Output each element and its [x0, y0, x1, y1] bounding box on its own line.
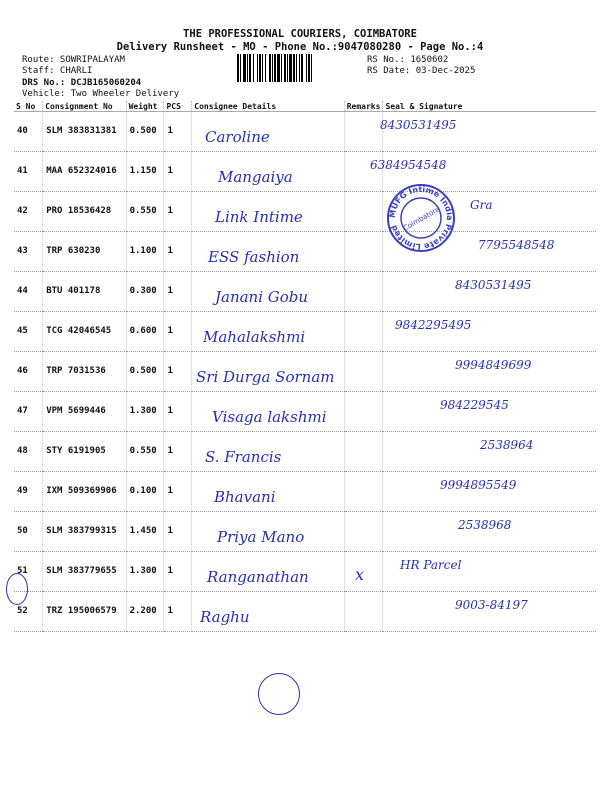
cell-consignment: SLM 383779655 [43, 552, 126, 592]
cell-pcs: 1 [164, 432, 192, 472]
cell-remarks [344, 112, 383, 152]
cell-pcs: 1 [164, 392, 192, 432]
cell-remarks [344, 552, 383, 592]
cell-pcs: 1 [164, 352, 192, 392]
signature-handwriting: 8430531495 [380, 118, 457, 132]
cell-pcs: 1 [164, 272, 192, 312]
cell-sno: 46 [14, 352, 43, 392]
signature-handwriting: 9994895549 [440, 478, 517, 492]
rs-date: RS Date: 03-Dec-2025 [367, 66, 476, 76]
cell-sno: 44 [14, 272, 43, 312]
signature-handwriting: 2538964 [480, 438, 534, 452]
table-row [14, 392, 596, 432]
cell-sno: 51 [14, 552, 43, 592]
cell-consignment: TRP 7031536 [43, 352, 126, 392]
cell-consignee [192, 232, 344, 272]
signature-handwriting: 9994849699 [455, 358, 532, 372]
cell-weight: 0.100 [126, 472, 164, 512]
cell-consignee [192, 272, 344, 312]
cell-pcs: 1 [164, 112, 192, 152]
cell-signature [383, 272, 596, 312]
table-row [14, 512, 596, 552]
cell-weight: 0.500 [126, 352, 164, 392]
cell-sno: 41 [14, 152, 43, 192]
consignee-handwriting: Janani Gobu [215, 288, 309, 306]
cell-consignee [192, 152, 344, 192]
col-header-consignee: Consignee Details [192, 101, 344, 112]
cell-weight: 1.300 [126, 392, 164, 432]
cell-consignment: IXM 509369906 [43, 472, 126, 512]
staff-label: Staff: CHARLI [22, 66, 93, 76]
cell-consignee [192, 432, 344, 472]
consignee-handwriting: Mahalakshmi [203, 328, 306, 346]
cell-consignee [192, 112, 344, 152]
cell-remarks [344, 152, 383, 192]
cell-remarks [344, 232, 383, 272]
cell-weight: 1.300 [126, 552, 164, 592]
signature-handwriting: Gra [470, 198, 493, 212]
cell-weight: 0.600 [126, 312, 164, 352]
table-row [14, 472, 596, 512]
consignee-handwriting: ESS fashion [208, 248, 300, 266]
cell-consignee [192, 512, 344, 552]
route-label: Route: SOWRIPALAYAM [22, 55, 125, 65]
signature-handwriting: HR Parcel [400, 558, 462, 572]
consignee-handwriting: Link Intime [215, 208, 303, 226]
cell-remarks [344, 272, 383, 312]
cell-pcs: 1 [164, 592, 192, 632]
col-header-weight: Weight [126, 101, 164, 112]
signature-handwriting: 9842295495 [395, 318, 472, 332]
table-row [14, 552, 596, 592]
cell-remarks [344, 432, 383, 472]
table-row [14, 152, 596, 192]
row-51-circle-mark [6, 573, 28, 605]
cell-signature [383, 472, 596, 512]
seal-ring-text: MUFG Intime India Private Limited [387, 184, 455, 252]
table-row [14, 312, 596, 352]
cell-consignment: SLM 383799315 [43, 512, 126, 552]
cell-signature [383, 512, 596, 552]
cell-sno: 43 [14, 232, 43, 272]
col-header-sno: S No [14, 101, 43, 112]
cell-remarks [344, 312, 383, 352]
cell-weight: 1.150 [126, 152, 164, 192]
cell-pcs: 1 [164, 152, 192, 192]
cell-consignment: MAA 652324016 [43, 152, 126, 192]
rs-number: RS No.: 1650602 [367, 55, 449, 65]
table-row [14, 592, 596, 632]
col-header-signature: Seal & Signature [383, 101, 596, 112]
cell-signature [383, 392, 596, 432]
delivery-mark [258, 673, 300, 715]
cell-weight: 2.200 [126, 592, 164, 632]
col-header-remarks: Remarks [344, 101, 383, 112]
consignee-handwriting: Mangaiya [218, 168, 293, 186]
cell-consignee [192, 352, 344, 392]
cell-sno: 42 [14, 192, 43, 232]
cell-consignee [192, 552, 344, 592]
cell-sno: 49 [14, 472, 43, 512]
consignment-table [14, 101, 596, 632]
cell-consignee [192, 312, 344, 352]
cell-weight: 1.100 [126, 232, 164, 272]
cell-consignment: BTU 401178 [43, 272, 126, 312]
cell-sno: 48 [14, 432, 43, 472]
runsheet-subtitle: Delivery Runsheet - MO - Phone No.:9047080280 - Page No.:4 [116, 41, 484, 53]
cell-remarks [344, 592, 383, 632]
vehicle-label: Vehicle: Two Wheeler Delivery [22, 89, 180, 99]
runsheet-title: THE PROFESSIONAL COURIERS, COIMBATORE [183, 28, 417, 40]
cell-consignee [192, 192, 344, 232]
cell-consignment: TRZ 195006579 [43, 592, 126, 632]
cell-consignment: PRO 18536428 [43, 192, 126, 232]
table-row [14, 112, 596, 152]
cell-consignment: STY 6191905 [43, 432, 126, 472]
signature-handwriting: 9003-84197 [455, 598, 528, 612]
signature-handwriting: 8430531495 [455, 278, 532, 292]
consignee-handwriting: Visaga lakshmi [212, 408, 327, 426]
cell-weight: 0.300 [126, 272, 164, 312]
cell-remarks [344, 512, 383, 552]
cell-signature [383, 112, 596, 152]
company-seal [386, 183, 456, 253]
cell-signature [383, 592, 596, 632]
cell-remarks [344, 472, 383, 512]
table-header-row [14, 101, 596, 112]
consignee-handwriting: S. Francis [205, 448, 282, 466]
cell-weight: 0.500 [126, 112, 164, 152]
signature-handwriting: 7795548548 [478, 238, 555, 252]
cell-sno: 40 [14, 112, 43, 152]
cell-pcs: 1 [164, 312, 192, 352]
consignee-handwriting: Priya Mano [217, 528, 305, 546]
cell-remarks [344, 352, 383, 392]
signature-handwriting: 2538968 [458, 518, 512, 532]
table-row [14, 272, 596, 312]
col-header-pcs: PCS [164, 101, 192, 112]
table-row [14, 352, 596, 392]
cell-signature [383, 432, 596, 472]
barcode [237, 54, 361, 82]
cell-consignment: SLM 383831381 [43, 112, 126, 152]
cell-signature [383, 552, 596, 592]
consignee-handwriting: Raghu [200, 608, 250, 626]
cell-weight: 0.550 [126, 432, 164, 472]
cell-remarks [344, 192, 383, 232]
cell-sno: 47 [14, 392, 43, 432]
cell-sno: 45 [14, 312, 43, 352]
seal-center-text: Coimbatore [401, 205, 442, 233]
cell-sno: 52 [14, 592, 43, 632]
consignee-handwriting: Bhavani [214, 488, 276, 506]
consignee-handwriting: Sri Durga Sornam [196, 368, 335, 386]
cell-pcs: 1 [164, 192, 192, 232]
cell-consignment: TRP 630230 [43, 232, 126, 272]
consignee-handwriting: Caroline [205, 128, 270, 146]
cell-consignment: TCG 42046545 [43, 312, 126, 352]
drs-number: DRS No.: DCJB165060204 [22, 78, 142, 88]
cell-pcs: 1 [164, 512, 192, 552]
cell-sno: 50 [14, 512, 43, 552]
signature-handwriting: 984229545 [440, 398, 509, 412]
cell-signature [383, 312, 596, 352]
cell-pcs: 1 [164, 472, 192, 512]
remarks-handwriting: x [355, 565, 365, 584]
table-row [14, 192, 596, 232]
table-row [14, 232, 596, 272]
cell-remarks [344, 392, 383, 432]
cell-consignee [192, 392, 344, 432]
cell-consignee [192, 592, 344, 632]
cell-pcs: 1 [164, 552, 192, 592]
cell-pcs: 1 [164, 232, 192, 272]
col-header-consignment: Consignment No [43, 101, 126, 112]
cell-weight: 1.450 [126, 512, 164, 552]
cell-consignee [192, 472, 344, 512]
consignee-handwriting: Ranganathan [207, 568, 309, 586]
cell-weight: 0.550 [126, 192, 164, 232]
table-row [14, 432, 596, 472]
signature-handwriting: 6384954548 [370, 158, 447, 172]
cell-consignment: VPM 5699446 [43, 392, 126, 432]
cell-signature [383, 352, 596, 392]
